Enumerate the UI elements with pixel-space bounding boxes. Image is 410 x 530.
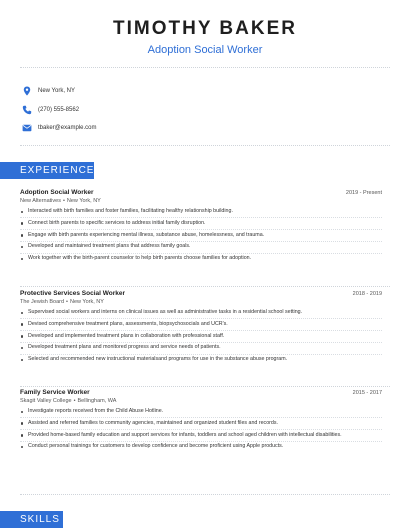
contact-email bbox=[22, 119, 382, 137]
job-divider bbox=[20, 386, 390, 387]
skills-heading: SKILLS bbox=[0, 511, 63, 528]
email-text: tbaker@example.com bbox=[38, 125, 97, 131]
job-bullet: Provided home-based family education and support services for infants, toddlers and school aged children with intellectual disabilities. bbox=[20, 432, 382, 440]
job-bullets bbox=[20, 309, 382, 364]
phone-icon bbox=[22, 105, 32, 115]
job-bullet: Developed and implemented treatment plans in collaboration with professional staff. bbox=[20, 333, 382, 341]
location-text: New York, NY bbox=[38, 88, 76, 94]
job-role: Family Service Worker bbox=[20, 389, 90, 396]
job-bullet: Developed treatment plans and monitored progress and service needs of patients. bbox=[20, 344, 382, 352]
job-company-line: New Alternatives • New York, NY bbox=[20, 198, 101, 204]
job-role: Adoption Social Worker bbox=[20, 189, 94, 196]
contact-divider bbox=[20, 145, 390, 146]
job-company: Skagit Valley College bbox=[20, 398, 72, 404]
job-bullets bbox=[20, 208, 382, 263]
job-bullet: Interacted with birth families and foster families, facilitating healthy relationship building. bbox=[20, 208, 382, 216]
job-entry bbox=[20, 189, 382, 263]
job-company: New Alternatives bbox=[20, 198, 61, 204]
job-dates: 2015 - 2017 bbox=[352, 390, 382, 396]
job-bullets bbox=[20, 408, 382, 451]
job-company: The Jewish Board bbox=[20, 299, 65, 305]
job-entry bbox=[20, 389, 382, 451]
job-dates: 2019 - Present bbox=[345, 190, 382, 196]
contact-location bbox=[22, 82, 382, 100]
job-company-line: Skagit Valley College • Bellingham, WA bbox=[20, 398, 117, 404]
job-bullet: Connect birth parents to specific services to address initial family disruption. bbox=[20, 220, 382, 228]
job-bullet: Work together with the birth-parent counselor to help birth parents choose families for adoption. bbox=[20, 255, 382, 263]
job-location: New York, NY bbox=[69, 299, 104, 305]
candidate-name: TIMOTHY BAKER bbox=[113, 18, 297, 39]
job-bullet: Devised comprehensive treatment plans, assessments, biopsychosocials and UCR's. bbox=[20, 321, 382, 329]
header-divider bbox=[20, 67, 390, 68]
job-entry bbox=[20, 290, 382, 364]
job-bullet: Selected and recommended new instructional materialsand programs for use in the substance abuse program. bbox=[20, 356, 382, 364]
resume-header bbox=[0, 18, 410, 57]
job-bullet: Supervised social workers and interns on clinical issues as well as administrative tasks in a residential school setting. bbox=[20, 309, 382, 317]
job-bullet: Assisted and referred families to community agencies, maintained and organized student files and records. bbox=[20, 420, 382, 428]
job-bullet: Investigate reports received from the Child Abuse Hotline. bbox=[20, 408, 382, 416]
candidate-title: Adoption Social Worker bbox=[147, 44, 263, 56]
job-company-line: The Jewish Board • New York, NY bbox=[20, 299, 104, 305]
contact-phone bbox=[22, 101, 382, 119]
job-dates: 2018 - 2019 bbox=[352, 291, 382, 297]
job-bullet: Developed and maintained treatment plans that address family goals. bbox=[20, 243, 382, 251]
email-icon bbox=[22, 123, 32, 133]
experience-heading: EXPERIENCE bbox=[0, 162, 94, 179]
job-bullet: Engage with birth parents experiencing mental illness, substance abuse, homelessness, and trauma. bbox=[20, 232, 382, 240]
job-location: Bellingham, WA bbox=[77, 398, 117, 404]
section-divider bbox=[20, 494, 390, 495]
job-role: Protective Services Social Worker bbox=[20, 290, 126, 297]
job-bullet: Conduct personal trainings for customers to develop confidence and become proficient using Apple products. bbox=[20, 443, 382, 451]
contact-info bbox=[22, 82, 382, 138]
phone-text: (270) 555-8562 bbox=[38, 106, 80, 113]
job-divider bbox=[20, 286, 390, 287]
job-location: New York, NY bbox=[66, 198, 101, 204]
location-pin-icon bbox=[22, 86, 32, 96]
